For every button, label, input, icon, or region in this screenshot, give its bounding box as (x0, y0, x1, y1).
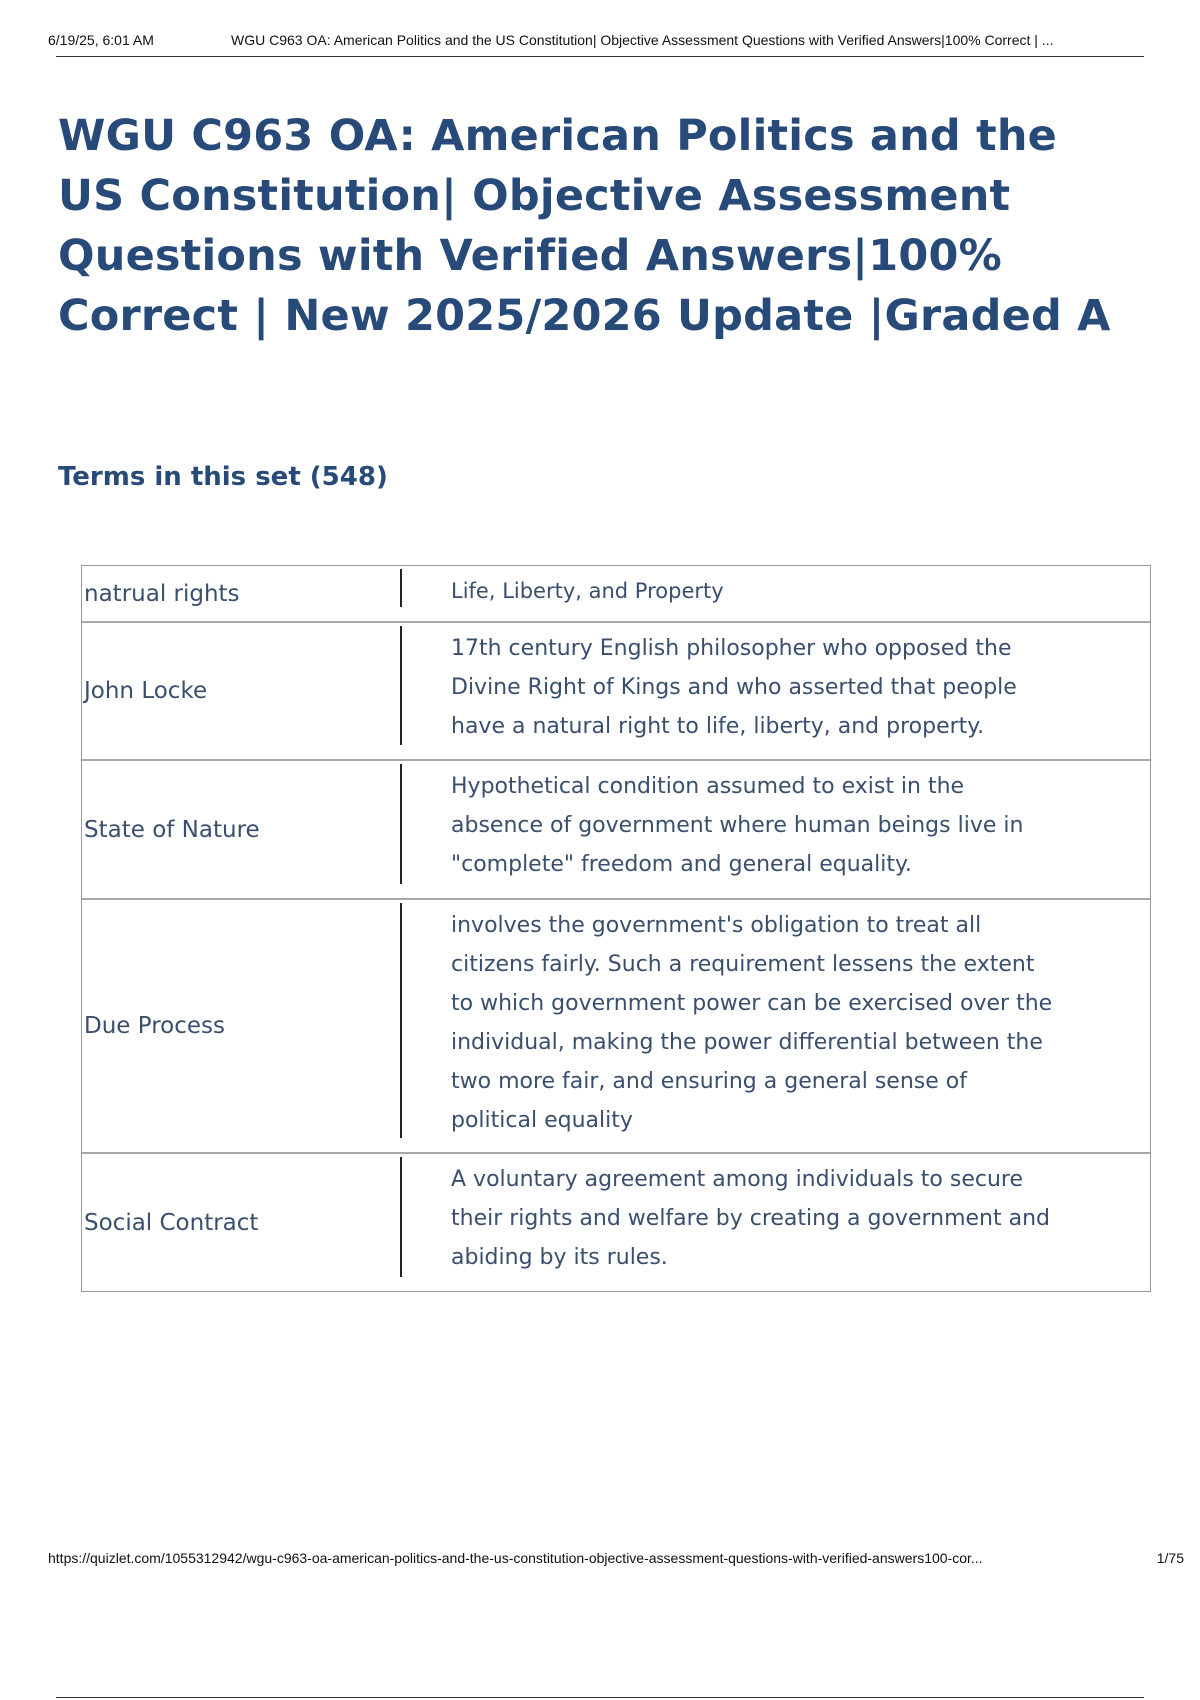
terms-count-heading: Terms in this set (548) (58, 462, 388, 492)
definition-cell: involves the government's obligation to treat all citizens fairly. Such a requirement lessens the extent to which government power can be exercised over the individual, making the power differential between the two more fair, and ensuring a general sense of political equality (451, 913, 1053, 1133)
table-row (82, 566, 1150, 621)
terms-table (81, 565, 1151, 1292)
print-footer-url: https://quizlet.com/1055312942/wgu-c963-oa-american-politics-and-the-us-constitution-objective-assessment-questions-with-verified-answers100-cor... (48, 1550, 983, 1566)
page-title: WGU C963 OA: American Politics and the US Constitution| Objective Assessment Questions with Verified Answers|100% Correct | New 2025/2026 Update |Graded A (58, 111, 1111, 341)
print-doc-title: WGU C963 OA: American Politics and the US Constitution| Objective Assessment Questions with Verified Answers|100% Correct | ... (231, 32, 1054, 48)
table-row (82, 1152, 1150, 1291)
table-row (82, 621, 1150, 759)
definition-cell: 17th century English philosopher who opposed the Divine Right of Kings and who asserted that people have a natural right to life, liberty, and property. (451, 636, 1017, 739)
term-cell: State of Nature (82, 761, 402, 898)
header-divider (56, 56, 1144, 57)
page-break-divider (56, 1697, 1144, 1698)
term-cell: John Locke (82, 623, 402, 759)
definition-cell: Life, Liberty, and Property (451, 579, 724, 603)
definition-cell: Hypothetical condition assumed to exist in the absence of government where human beings live in "complete" freedom and general equality. (451, 774, 1024, 877)
print-date: 6/19/25, 6:01 AM (48, 32, 154, 48)
print-header (48, 28, 1168, 54)
term-cell: Due Process (82, 900, 402, 1152)
term-cell: Social Contract (82, 1154, 402, 1291)
table-row (82, 898, 1150, 1152)
definition-cell: A voluntary agreement among individuals to secure their rights and welfare by creating a government and abiding by its rules. (451, 1167, 1051, 1270)
page-number: 1/75 (1156, 1550, 1184, 1566)
table-row (82, 759, 1150, 898)
term-cell: natrual rights (82, 566, 402, 621)
